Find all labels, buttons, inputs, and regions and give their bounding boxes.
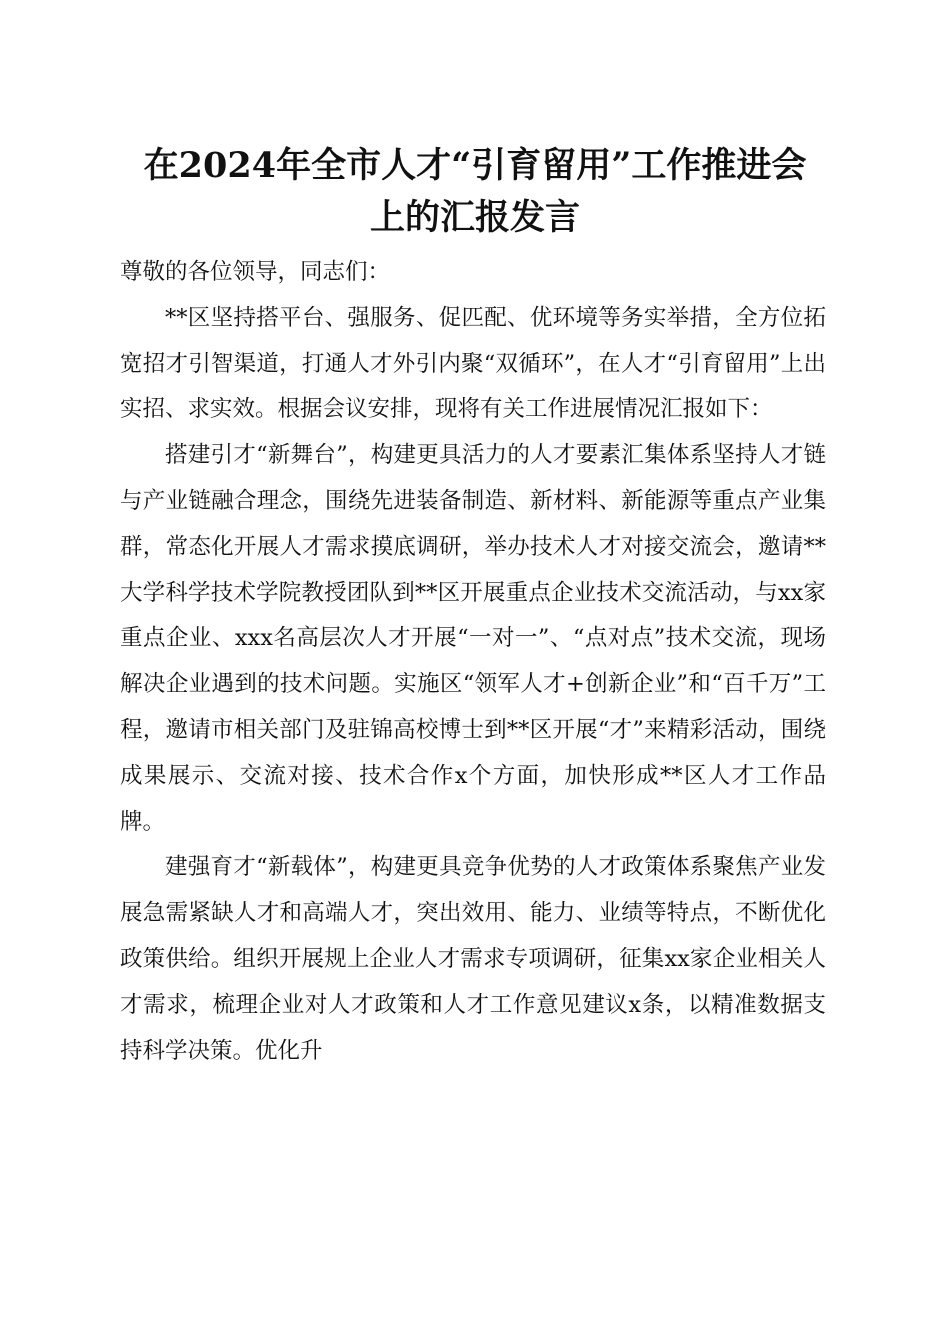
salutation: 尊敬的各位领导，同志们： [120,259,391,285]
document-title [110,140,840,244]
paragraph-talent-platform: 搭建引才“新舞台”，构建更具活力的人才要素汇集体系坚持人才链与产业链融合理念，围绕先进装备制造、新材料、新能源等重点产业集群，常态化开展人才需求摸底调研，举办技术人才对接交流会，邀请**大学科学技术学院教授团队到**区开展重点企业技术交流活动，与xx家重点企业、xxx名高层次人才开展“一对一”、“点对点”技术交流，现场解决企业遇到的技术问题。实施区“领军人才+创新企业”和“百千万”工程，邀请市相关部门及驻锦高校博士到**区开展“才”来精彩活动，围绕成果展示、交流对接、技术合作x个方面，加快形成**区人才工作品牌。 [120,442,826,835]
title-line-2: 上的汇报发言 [369,197,580,238]
document-body [120,250,826,1074]
paragraph-intro: **区坚持搭平台、强服务、促匹配、优环境等务实举措，全方位拓宽招才引智渠道，打通人才外引内聚“双循环”，在人才“引育留用”上出实招、求实效。根据会议安排，现将有关工作进展情况汇报如下： [120,304,826,423]
paragraph-talent-cultivation: 建强育才“新载体”，构建更具竞争优势的人才政策体系聚焦产业发展急需紧缺人才和高端人才，突出效用、能力、业绩等特点，不断优化政策供给。组织开展规上企业人才需求专项调研，征集xx家企业相关人才需求，梳理企业对人才政策和人才工作意见建议x条，以精准数据支持科学决策。优化升 [120,854,826,1064]
title-line-1: 在2024年全市人才“引育留用”工作推进会 [143,145,807,186]
